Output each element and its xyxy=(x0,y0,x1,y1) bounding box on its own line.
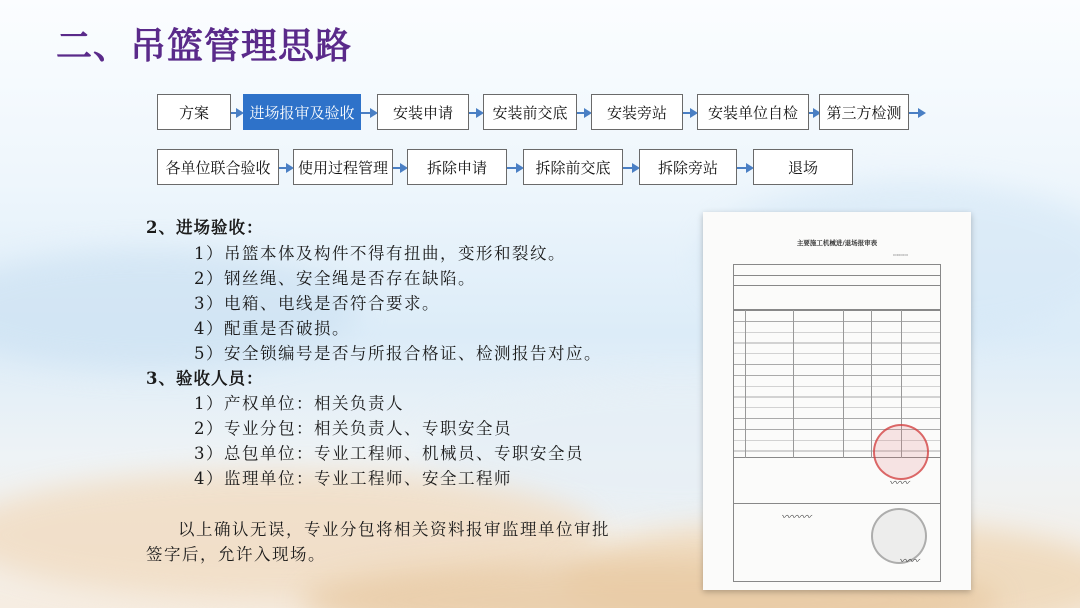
handwritten-signature: 〰〰 xyxy=(899,556,919,567)
flow-arrow xyxy=(683,112,691,114)
flow-step-removal-supervise: 拆除旁站 xyxy=(639,149,737,185)
list-item: 4）配重是否破损。 xyxy=(194,319,350,338)
flow-arrow xyxy=(231,112,237,114)
flow-step-install-apply: 安装申请 xyxy=(377,94,469,130)
list-item: 4）监理单位：专业工程师、安全工程师 xyxy=(194,469,512,488)
flow-arrow xyxy=(577,112,585,114)
flow-arrow xyxy=(737,167,747,169)
flow-step-entry-review: 进场报审及验收 xyxy=(243,94,361,130)
flow-step-usage-management: 使用过程管理 xyxy=(293,149,393,185)
flow-step-removal-apply: 拆除申请 xyxy=(407,149,507,185)
flow-arrow xyxy=(507,167,517,169)
flow-step-joint-acceptance: 各单位联合验收 xyxy=(157,149,279,185)
list-item: 3）总包单位：专业工程师、机械员、专职安全员 xyxy=(194,444,584,463)
page-title: 二、吊篮管理思路 xyxy=(56,26,353,67)
list-item: 2）钢丝绳、安全绳是否存在缺陷。 xyxy=(194,269,476,288)
list-item: 3）电箱、电线是否符合要求。 xyxy=(194,294,440,313)
red-seal-stamp xyxy=(873,424,929,480)
section-heading-personnel: 3、验收人员： xyxy=(146,369,264,388)
flow-step-install-briefing: 安装前交底 xyxy=(483,94,577,130)
list-item: 1）吊篮本体及构件不得有扭曲，变形和裂纹。 xyxy=(194,244,566,263)
form-notice-block xyxy=(733,286,941,310)
flow-arrow xyxy=(469,112,477,114)
flow-step-plan: 方案 xyxy=(157,94,231,130)
flow-step-third-party: 第三方检测 xyxy=(819,94,909,130)
flow-step-exit: 退场 xyxy=(753,149,853,185)
approval-form-image xyxy=(703,212,971,590)
flow-step-removal-briefing: 拆除前交底 xyxy=(523,149,623,185)
form-number: ▭▭▭▭ xyxy=(893,252,909,257)
flow-step-install-supervise: 安装旁站 xyxy=(591,94,683,130)
flow-arrow xyxy=(393,167,401,169)
flow-arrow xyxy=(361,112,371,114)
handwritten-signature: 〰〰〰 xyxy=(781,512,811,523)
flow-step-self-check: 安装单位自检 xyxy=(697,94,809,130)
form-header-row xyxy=(733,276,941,286)
flow-arrow xyxy=(623,167,633,169)
conclusion-line-1: 以上确认无误，专业分包将相关资料报审监理单位审批 xyxy=(178,520,610,539)
process-flowchart xyxy=(0,0,1080,200)
section-heading-entry-acceptance: 2、进场验收： xyxy=(146,218,264,237)
list-item: 1）产权单位：相关负责人 xyxy=(194,394,404,413)
form-title: 主要施工机械进/退场报审表 xyxy=(796,239,878,247)
flow-arrow xyxy=(809,112,814,114)
handwritten-date: 〰〰 xyxy=(889,478,909,489)
flow-arrow xyxy=(279,167,287,169)
flow-arrow xyxy=(909,112,919,114)
conclusion-line-2: 签字后，允许入现场。 xyxy=(146,545,326,564)
form-header-row xyxy=(733,264,941,276)
list-item: 5）安全锁编号是否与所报合格证、检测报告对应。 xyxy=(194,344,602,363)
list-item: 2）专业分包：相关负责人、专职安全员 xyxy=(194,419,512,438)
